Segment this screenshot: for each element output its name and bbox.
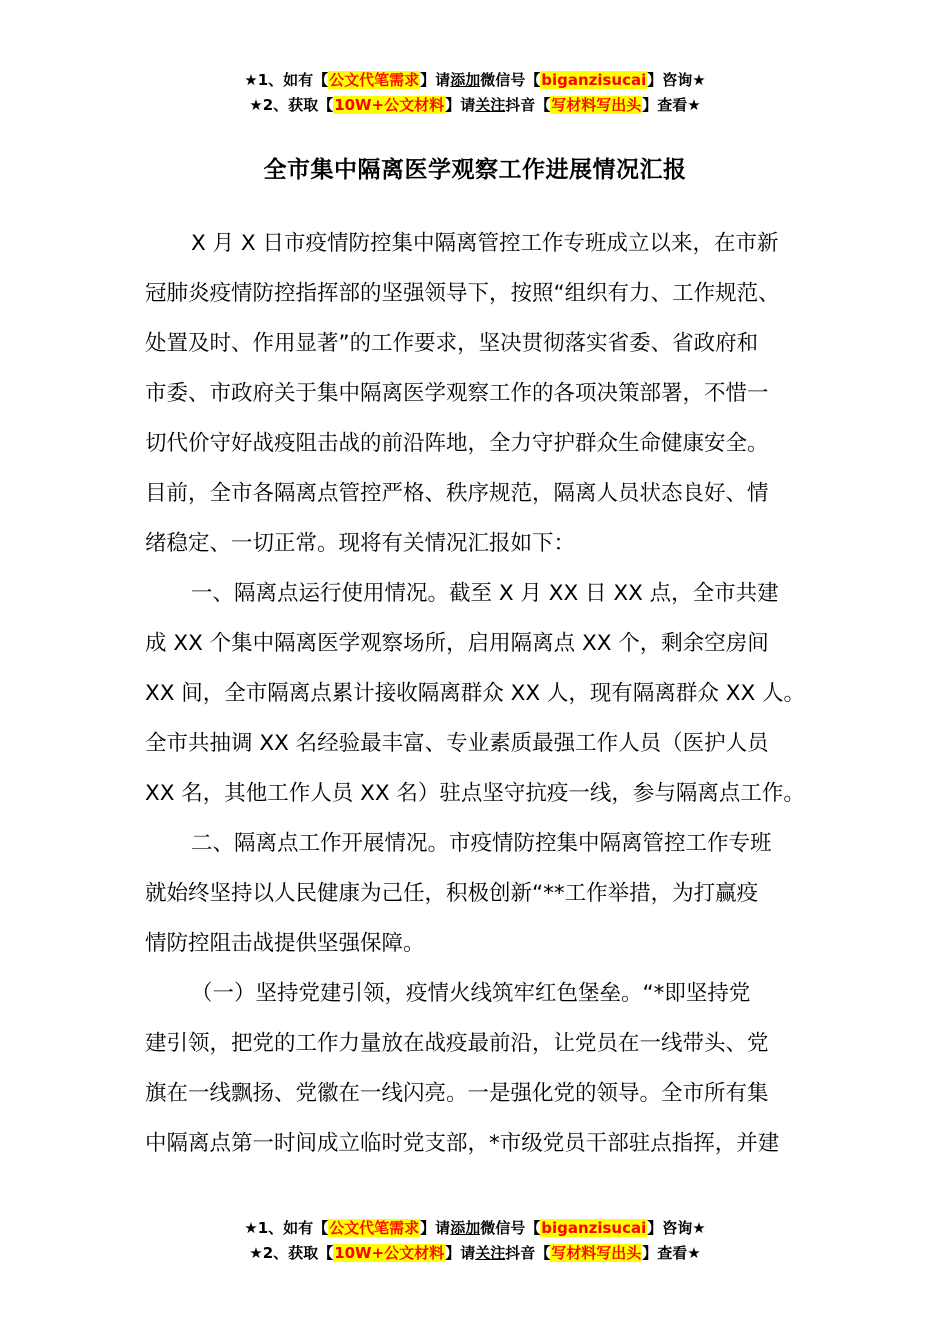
document-body	[145, 219, 810, 1169]
promo-text: ★2、获取【	[249, 96, 334, 114]
paragraph-line: 成 XX 个集中隔离医学观察场所，启用隔离点 XX 个，剩余空房间	[145, 631, 769, 656]
paragraph-line: 二、隔离点工作开展情况。市疫情防控集中隔离管控工作专班	[191, 831, 772, 856]
paragraph-line: 绪稳定、一切正常。现将有关情况汇报如下：	[145, 531, 576, 556]
promo-text: ★2、获取【	[249, 1244, 334, 1262]
promo-text: 抖音【	[505, 1244, 551, 1262]
paragraph-line: 就始终坚持以人民健康为己任，积极创新“**工作举措，为打赢疫	[145, 881, 759, 906]
paragraph-line: 切代价守好战疫阻击战的前沿阵地，全力守护群众生命健康安全。	[145, 431, 769, 456]
promo-highlight: 写材料写出头	[551, 1244, 642, 1262]
promo-highlight: biganzisucai	[541, 1219, 647, 1237]
paragraph-line: 全市共抽调 XX 名经验最丰富、专业素质最强工作人员（医护人员	[145, 731, 769, 756]
promo-text: 】咨询★	[647, 71, 706, 89]
promo-text: 】查看★	[642, 1244, 701, 1262]
promo-line-2	[0, 93, 950, 118]
promo-banner-top	[0, 68, 950, 118]
paragraph-line: 情防控阻击战提供坚强保障。	[145, 931, 425, 956]
promo-underlined: 关注	[475, 96, 506, 114]
promo-banner-bottom	[0, 1216, 950, 1266]
paragraph-line: XX 名，其他工作人员 XX 名）驻点坚守抗疫一线，参与隔离点工作。	[145, 781, 805, 806]
promo-text: 】请	[445, 96, 476, 114]
promo-highlight: 公文代笔需求	[329, 71, 420, 89]
promo-text: ★1、如有【	[244, 1219, 329, 1237]
paragraph-line: X 月 X 日市疫情防控集中隔离管控工作专班成立以来，在市新	[191, 231, 779, 256]
paragraph-line: 建引领，把党的工作力量放在战疫最前沿，让党员在一线带头、党	[145, 1031, 769, 1056]
promo-line-2	[0, 1241, 950, 1266]
promo-text: ★1、如有【	[244, 71, 329, 89]
promo-text: 抖音【	[505, 96, 551, 114]
promo-text: 】查看★	[642, 96, 701, 114]
paragraph-line: 市委、市政府关于集中隔离医学观察工作的各项决策部署，不惜一	[145, 381, 769, 406]
paragraph-line: （一）坚持党建引领，疫情火线筑牢红色堡垒。“*即坚持党	[191, 981, 751, 1006]
promo-text: 】请	[445, 1244, 476, 1262]
promo-highlight: biganzisucai	[541, 71, 647, 89]
promo-highlight: 10W+公文材料	[334, 96, 445, 114]
promo-text: 】请	[420, 71, 451, 89]
paragraph-line: 处置及时、作用显著”的工作要求，坚决贯彻落实省委、省政府和	[145, 331, 759, 356]
promo-text: 】请	[420, 1219, 451, 1237]
document-title: 全市集中隔离医学观察工作进展情况汇报	[263, 157, 687, 183]
promo-line-1	[0, 68, 950, 93]
paragraph-line: XX 间，全市隔离点累计接收隔离群众 XX 人，现有隔离群众 XX 人。	[145, 681, 806, 706]
promo-text: 微信号【	[480, 1219, 541, 1237]
paragraph-line: 中隔离点第一时间成立临时党支部，*市级党员干部驻点指挥，并建	[145, 1131, 780, 1156]
paragraph-line: 旗在一线飘扬、党徽在一线闪亮。一是强化党的领导。全市所有集	[145, 1081, 769, 1106]
promo-highlight: 写材料写出头	[551, 96, 642, 114]
promo-underlined: 添加	[450, 71, 481, 89]
promo-underlined: 添加	[450, 1219, 481, 1237]
promo-text: 】咨询★	[647, 1219, 706, 1237]
paragraph-line: 一、隔离点运行使用情况。截至 X 月 XX 日 XX 点，全市共建	[191, 581, 779, 606]
promo-line-1	[0, 1216, 950, 1241]
promo-highlight: 公文代笔需求	[329, 1219, 420, 1237]
paragraph-line: 冠肺炎疫情防控指挥部的坚强领导下，按照“组织有力、工作规范、	[145, 281, 780, 306]
paragraph-line: 目前，全市各隔离点管控严格、秩序规范，隔离人员状态良好、情	[145, 481, 769, 506]
promo-underlined: 关注	[475, 1244, 506, 1262]
promo-highlight: 10W+公文材料	[334, 1244, 445, 1262]
promo-text: 微信号【	[480, 71, 541, 89]
